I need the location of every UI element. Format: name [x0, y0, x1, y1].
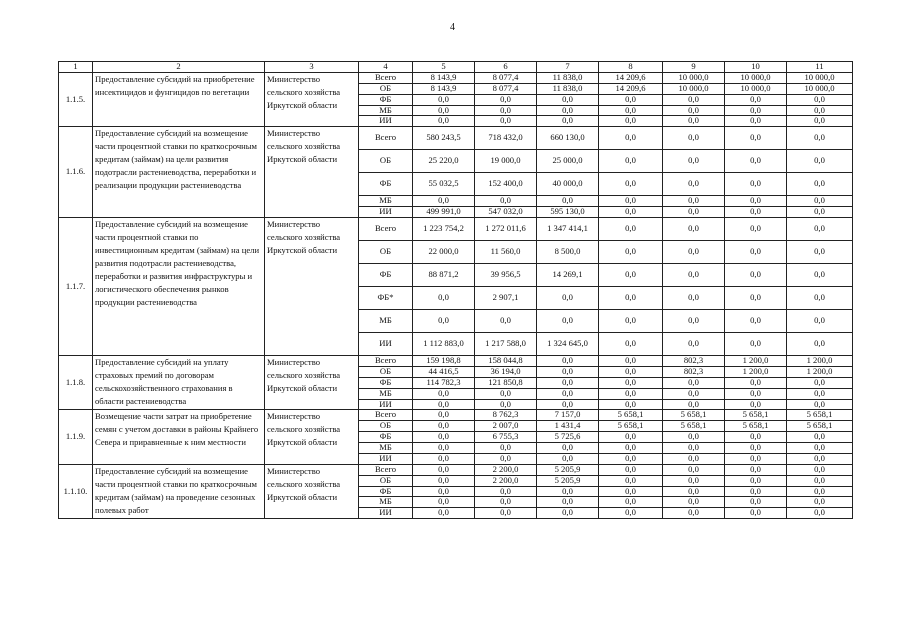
value-cell: 2 907,1 — [475, 287, 537, 310]
value-cell: 22 000,0 — [413, 241, 475, 264]
value-cell: 0,0 — [787, 508, 853, 519]
value-cell: 0,0 — [725, 287, 787, 310]
funding-source: ИИ — [359, 116, 413, 127]
value-cell: 0,0 — [537, 486, 599, 497]
value-cell: 0,0 — [599, 196, 663, 207]
value-cell: 0,0 — [413, 464, 475, 475]
value-cell: 158 044,8 — [475, 356, 537, 367]
page-number: 4 — [450, 22, 455, 33]
value-cell: 0,0 — [787, 127, 853, 150]
funding-source: ИИ — [359, 508, 413, 519]
value-cell: 0,0 — [725, 127, 787, 150]
value-cell: 0,0 — [537, 356, 599, 367]
value-cell: 0,0 — [663, 377, 725, 388]
value-cell: 0,0 — [787, 475, 853, 486]
value-cell: 0,0 — [725, 150, 787, 173]
value-cell: 14 269,1 — [537, 264, 599, 287]
value-cell: 0,0 — [599, 366, 663, 377]
value-cell: 0,0 — [663, 388, 725, 399]
row-executor: Министерство сельского хозяйства Иркутской области — [265, 72, 359, 126]
value-cell: 8 762,3 — [475, 410, 537, 421]
value-cell: 802,3 — [663, 356, 725, 367]
value-cell: 0,0 — [787, 388, 853, 399]
value-cell: 0,0 — [663, 310, 725, 333]
column-header: 1 — [59, 62, 93, 73]
value-cell: 2 200,0 — [475, 464, 537, 475]
value-cell: 0,0 — [599, 356, 663, 367]
value-cell: 0,0 — [599, 94, 663, 105]
value-cell: 0,0 — [663, 287, 725, 310]
row-code: 1.1.9. — [59, 410, 93, 464]
value-cell: 0,0 — [413, 287, 475, 310]
value-cell: 0,0 — [663, 241, 725, 264]
value-cell: 25 220,0 — [413, 150, 475, 173]
funding-source: ОБ — [359, 475, 413, 486]
value-cell: 0,0 — [663, 173, 725, 196]
value-cell: 0,0 — [787, 196, 853, 207]
value-cell: 10 000,0 — [787, 83, 853, 94]
funding-source: ОБ — [359, 150, 413, 173]
value-cell: 10 000,0 — [663, 72, 725, 83]
value-cell: 0,0 — [663, 497, 725, 508]
row-executor: Министерство сельского хозяйства Иркутской области — [265, 410, 359, 464]
table-row — [59, 127, 853, 150]
value-cell: 5 658,1 — [599, 421, 663, 432]
table-row — [59, 356, 853, 367]
value-cell: 1 200,0 — [787, 366, 853, 377]
value-cell: 0,0 — [413, 443, 475, 454]
value-cell: 0,0 — [787, 443, 853, 454]
row-name: Предоставление субсидий на возмещение части процентной ставки по инвестиционным кредитам (займам) на цели развития подотрасли растениеводства, переработки и развития инфраструктуры и логистического обеспечения рынков продукции растениеводства — [93, 218, 265, 356]
funding-source: МБ — [359, 388, 413, 399]
value-cell: 0,0 — [663, 207, 725, 218]
value-cell: 0,0 — [599, 464, 663, 475]
column-header: 9 — [663, 62, 725, 73]
row-executor: Министерство сельского хозяйства Иркутской области — [265, 464, 359, 518]
column-header: 7 — [537, 62, 599, 73]
funding-source: ФБ — [359, 94, 413, 105]
value-cell: 0,0 — [787, 150, 853, 173]
value-cell: 0,0 — [787, 241, 853, 264]
value-cell: 0,0 — [663, 94, 725, 105]
value-cell: 0,0 — [787, 333, 853, 356]
funding-source: ИИ — [359, 453, 413, 464]
row-executor: Министерство сельского хозяйства Иркутской области — [265, 127, 359, 218]
value-cell: 39 956,5 — [475, 264, 537, 287]
value-cell: 0,0 — [725, 432, 787, 443]
value-cell: 0,0 — [599, 116, 663, 127]
value-cell: 55 032,5 — [413, 173, 475, 196]
funding-source: ОБ — [359, 83, 413, 94]
table-row — [59, 72, 853, 83]
value-cell: 0,0 — [663, 218, 725, 241]
value-cell: 5 205,9 — [537, 464, 599, 475]
value-cell: 0,0 — [725, 94, 787, 105]
value-cell: 0,0 — [475, 453, 537, 464]
value-cell: 0,0 — [787, 377, 853, 388]
value-cell: 0,0 — [475, 443, 537, 454]
value-cell: 0,0 — [599, 173, 663, 196]
row-code: 1.1.7. — [59, 218, 93, 356]
value-cell: 0,0 — [725, 116, 787, 127]
row-name: Предоставление субсидий на возмещение части процентной ставки по краткосрочным кредитам (займам) на проведение сезонных полевых работ — [93, 464, 265, 518]
funding-source: МБ — [359, 196, 413, 207]
value-cell: 0,0 — [663, 127, 725, 150]
funding-source: МБ — [359, 105, 413, 116]
value-cell: 0,0 — [413, 116, 475, 127]
value-cell: 8 143,9 — [413, 72, 475, 83]
value-cell: 0,0 — [725, 310, 787, 333]
value-cell: 5 725,6 — [537, 432, 599, 443]
value-cell: 10 000,0 — [663, 83, 725, 94]
value-cell: 1 347 414,1 — [537, 218, 599, 241]
value-cell: 580 243,5 — [413, 127, 475, 150]
value-cell: 0,0 — [413, 196, 475, 207]
value-cell: 0,0 — [475, 105, 537, 116]
funding-source: Всего — [359, 218, 413, 241]
value-cell: 0,0 — [787, 453, 853, 464]
value-cell: 0,0 — [787, 310, 853, 333]
value-cell: 0,0 — [599, 508, 663, 519]
value-cell: 5 658,1 — [787, 421, 853, 432]
value-cell: 0,0 — [599, 150, 663, 173]
funding-source: ОБ — [359, 366, 413, 377]
funding-source: МБ — [359, 443, 413, 454]
value-cell: 0,0 — [599, 287, 663, 310]
value-cell: 0,0 — [413, 388, 475, 399]
value-cell: 0,0 — [787, 173, 853, 196]
value-cell: 6 755,3 — [475, 432, 537, 443]
funding-source: ФБ* — [359, 287, 413, 310]
value-cell: 10 000,0 — [725, 72, 787, 83]
value-cell: 0,0 — [787, 486, 853, 497]
value-cell: 0,0 — [663, 150, 725, 173]
value-cell: 8 143,9 — [413, 83, 475, 94]
value-cell: 0,0 — [537, 377, 599, 388]
value-cell: 0,0 — [787, 399, 853, 410]
value-cell: 0,0 — [413, 486, 475, 497]
column-header: 3 — [265, 62, 359, 73]
value-cell: 0,0 — [725, 497, 787, 508]
value-cell: 499 991,0 — [413, 207, 475, 218]
value-cell: 0,0 — [725, 264, 787, 287]
value-cell: 5 658,1 — [663, 410, 725, 421]
value-cell: 0,0 — [725, 196, 787, 207]
value-cell: 0,0 — [413, 475, 475, 486]
value-cell: 1 200,0 — [725, 356, 787, 367]
value-cell: 121 850,8 — [475, 377, 537, 388]
value-cell: 0,0 — [537, 443, 599, 454]
value-cell: 0,0 — [663, 105, 725, 116]
value-cell: 0,0 — [663, 432, 725, 443]
value-cell: 0,0 — [725, 105, 787, 116]
funding-source: ФБ — [359, 486, 413, 497]
value-cell: 0,0 — [599, 486, 663, 497]
value-cell: 25 000,0 — [537, 150, 599, 173]
value-cell: 0,0 — [537, 116, 599, 127]
row-name: Предоставление субсидий на возмещение части процентной ставки по краткосрочным кредитам (займам) на цели развития подотрасли растениеводства, переработки и реализации продукции растениеводства — [93, 127, 265, 218]
value-cell: 0,0 — [725, 241, 787, 264]
column-header: 5 — [413, 62, 475, 73]
value-cell: 5 658,1 — [599, 410, 663, 421]
value-cell: 0,0 — [599, 310, 663, 333]
value-cell: 0,0 — [663, 486, 725, 497]
value-cell: 1 200,0 — [725, 366, 787, 377]
funding-source: ФБ — [359, 173, 413, 196]
value-cell: 5 658,1 — [725, 421, 787, 432]
value-cell: 0,0 — [413, 421, 475, 432]
column-header: 10 — [725, 62, 787, 73]
value-cell: 0,0 — [787, 116, 853, 127]
value-cell: 0,0 — [599, 475, 663, 486]
value-cell: 0,0 — [413, 105, 475, 116]
value-cell: 0,0 — [413, 497, 475, 508]
value-cell: 0,0 — [537, 105, 599, 116]
column-header: 6 — [475, 62, 537, 73]
funding-source: Всего — [359, 72, 413, 83]
value-cell: 1 272 011,6 — [475, 218, 537, 241]
value-cell: 36 194,0 — [475, 366, 537, 377]
value-cell: 0,0 — [663, 475, 725, 486]
funding-source: ИИ — [359, 207, 413, 218]
value-cell: 0,0 — [413, 399, 475, 410]
funding-source: МБ — [359, 497, 413, 508]
value-cell: 0,0 — [787, 105, 853, 116]
value-cell: 0,0 — [599, 105, 663, 116]
funding-source: Всего — [359, 464, 413, 475]
value-cell: 0,0 — [599, 264, 663, 287]
value-cell: 0,0 — [663, 196, 725, 207]
value-cell: 0,0 — [663, 333, 725, 356]
value-cell: 0,0 — [725, 453, 787, 464]
funding-source: Всего — [359, 127, 413, 150]
value-cell: 0,0 — [663, 264, 725, 287]
value-cell: 0,0 — [599, 388, 663, 399]
funding-source: ОБ — [359, 241, 413, 264]
value-cell: 0,0 — [413, 508, 475, 519]
value-cell: 718 432,0 — [475, 127, 537, 150]
value-cell: 0,0 — [413, 453, 475, 464]
column-header: 4 — [359, 62, 413, 73]
value-cell: 0,0 — [537, 196, 599, 207]
value-cell: 0,0 — [725, 399, 787, 410]
value-cell: 152 400,0 — [475, 173, 537, 196]
value-cell: 0,0 — [599, 432, 663, 443]
value-cell: 0,0 — [663, 399, 725, 410]
value-cell: 0,0 — [537, 508, 599, 519]
value-cell: 0,0 — [725, 475, 787, 486]
row-name: Предоставление субсидий на уплату страховых премий по договорам сельскохозяйственного страхования в области растениеводства — [93, 356, 265, 410]
value-cell: 0,0 — [725, 377, 787, 388]
value-cell: 0,0 — [725, 508, 787, 519]
value-cell: 547 032,0 — [475, 207, 537, 218]
budget-table — [58, 61, 853, 519]
column-header: 8 — [599, 62, 663, 73]
value-cell: 0,0 — [725, 218, 787, 241]
value-cell: 0,0 — [725, 388, 787, 399]
table-row — [59, 464, 853, 475]
value-cell: 0,0 — [663, 443, 725, 454]
value-cell: 19 000,0 — [475, 150, 537, 173]
value-cell: 1 223 754,2 — [413, 218, 475, 241]
value-cell: 0,0 — [725, 207, 787, 218]
value-cell: 0,0 — [599, 333, 663, 356]
table-row — [59, 410, 853, 421]
value-cell: 0,0 — [787, 497, 853, 508]
funding-source: ИИ — [359, 399, 413, 410]
value-cell: 1 324 645,0 — [537, 333, 599, 356]
value-cell: 0,0 — [537, 388, 599, 399]
value-cell: 0,0 — [663, 508, 725, 519]
value-cell: 0,0 — [663, 464, 725, 475]
value-cell: 0,0 — [725, 443, 787, 454]
value-cell: 44 416,5 — [413, 366, 475, 377]
value-cell: 0,0 — [787, 432, 853, 443]
value-cell: 0,0 — [413, 410, 475, 421]
value-cell: 8 077,4 — [475, 72, 537, 83]
column-header: 2 — [93, 62, 265, 73]
value-cell: 88 871,2 — [413, 264, 475, 287]
value-cell: 5 658,1 — [663, 421, 725, 432]
column-header: 11 — [787, 62, 853, 73]
funding-source: ФБ — [359, 432, 413, 443]
value-cell: 0,0 — [725, 333, 787, 356]
value-cell: 11 838,0 — [537, 72, 599, 83]
value-cell: 0,0 — [475, 508, 537, 519]
value-cell: 0,0 — [537, 287, 599, 310]
row-name: Возмещение части затрат на приобретение семян с учетом доставки в районы Крайнего Севера и приравненные к ним местности — [93, 410, 265, 464]
value-cell: 40 000,0 — [537, 173, 599, 196]
row-code: 1.1.5. — [59, 72, 93, 126]
value-cell: 1 200,0 — [787, 356, 853, 367]
value-cell: 0,0 — [599, 241, 663, 264]
value-cell: 0,0 — [475, 196, 537, 207]
row-name: Предоставление субсидий на приобретение инсектицидов и фунгицидов по вегетации — [93, 72, 265, 126]
value-cell: 5 658,1 — [787, 410, 853, 421]
value-cell: 1 112 883,0 — [413, 333, 475, 356]
row-code: 1.1.10. — [59, 464, 93, 518]
header-row — [59, 62, 853, 73]
value-cell: 0,0 — [787, 464, 853, 475]
row-executor: Министерство сельского хозяйства Иркутской области — [265, 218, 359, 356]
value-cell: 0,0 — [787, 264, 853, 287]
value-cell: 0,0 — [599, 443, 663, 454]
value-cell: 0,0 — [537, 366, 599, 377]
value-cell: 10 000,0 — [787, 72, 853, 83]
value-cell: 0,0 — [787, 218, 853, 241]
value-cell: 159 198,8 — [413, 356, 475, 367]
funding-source: Всего — [359, 410, 413, 421]
value-cell: 0,0 — [537, 497, 599, 508]
funding-source: ФБ — [359, 377, 413, 388]
value-cell: 0,0 — [475, 486, 537, 497]
value-cell: 14 209,6 — [599, 83, 663, 94]
funding-source: Всего — [359, 356, 413, 367]
value-cell: 10 000,0 — [725, 83, 787, 94]
row-code: 1.1.6. — [59, 127, 93, 218]
value-cell: 0,0 — [599, 127, 663, 150]
value-cell: 0,0 — [413, 310, 475, 333]
value-cell: 5 658,1 — [725, 410, 787, 421]
value-cell: 0,0 — [413, 432, 475, 443]
value-cell: 0,0 — [475, 116, 537, 127]
value-cell: 0,0 — [787, 207, 853, 218]
funding-source: ОБ — [359, 421, 413, 432]
value-cell: 7 157,0 — [537, 410, 599, 421]
funding-source: ИИ — [359, 333, 413, 356]
row-executor: Министерство сельского хозяйства Иркутской области — [265, 356, 359, 410]
value-cell: 114 782,3 — [413, 377, 475, 388]
value-cell: 595 130,0 — [537, 207, 599, 218]
value-cell: 0,0 — [663, 453, 725, 464]
value-cell: 2 007,0 — [475, 421, 537, 432]
value-cell: 0,0 — [599, 207, 663, 218]
value-cell: 11 838,0 — [537, 83, 599, 94]
value-cell: 0,0 — [725, 486, 787, 497]
value-cell: 5 205,9 — [537, 475, 599, 486]
value-cell: 8 077,4 — [475, 83, 537, 94]
value-cell: 0,0 — [537, 453, 599, 464]
value-cell: 0,0 — [475, 399, 537, 410]
value-cell: 0,0 — [599, 453, 663, 464]
value-cell: 802,3 — [663, 366, 725, 377]
value-cell: 660 130,0 — [537, 127, 599, 150]
value-cell: 0,0 — [599, 218, 663, 241]
value-cell: 0,0 — [537, 310, 599, 333]
value-cell: 0,0 — [475, 497, 537, 508]
value-cell: 0,0 — [599, 399, 663, 410]
value-cell: 0,0 — [725, 464, 787, 475]
value-cell: 2 200,0 — [475, 475, 537, 486]
funding-source: ФБ — [359, 264, 413, 287]
value-cell: 0,0 — [475, 94, 537, 105]
value-cell: 0,0 — [725, 173, 787, 196]
value-cell: 11 560,0 — [475, 241, 537, 264]
value-cell: 0,0 — [475, 310, 537, 333]
value-cell: 1 217 588,0 — [475, 333, 537, 356]
value-cell: 0,0 — [599, 377, 663, 388]
value-cell: 0,0 — [475, 388, 537, 399]
value-cell: 1 431,4 — [537, 421, 599, 432]
value-cell: 0,0 — [599, 497, 663, 508]
value-cell: 0,0 — [537, 94, 599, 105]
value-cell: 14 209,6 — [599, 72, 663, 83]
value-cell: 0,0 — [787, 94, 853, 105]
value-cell: 0,0 — [787, 287, 853, 310]
value-cell: 0,0 — [413, 94, 475, 105]
row-code: 1.1.8. — [59, 356, 93, 410]
funding-source: МБ — [359, 310, 413, 333]
value-cell: 8 500,0 — [537, 241, 599, 264]
value-cell: 0,0 — [663, 116, 725, 127]
table-row — [59, 218, 853, 241]
value-cell: 0,0 — [537, 399, 599, 410]
